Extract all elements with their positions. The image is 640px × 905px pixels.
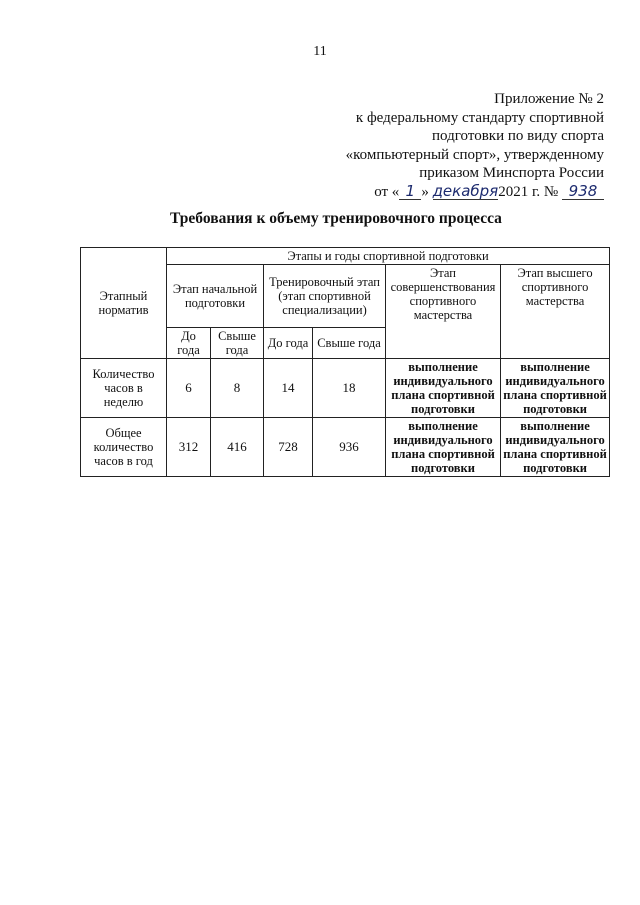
appendix-line-order: приказом Минспорта России — [419, 165, 604, 181]
date-month: декабря — [432, 181, 499, 200]
header-stage-improvement: Этап совершенствования спортивного мастерства — [386, 265, 501, 359]
appendix-title: Приложение № 2 — [494, 91, 604, 107]
appendix-line-standard: к федеральному стандарту спортивной — [355, 109, 604, 126]
cell-initial-until: 312 — [167, 418, 211, 477]
date-year: 2021 г. № — [498, 183, 559, 200]
header-initial-until-year: До года — [167, 328, 211, 359]
table-row — [81, 359, 610, 418]
header-stages: Этапы и годы спортивной подготовки — [167, 248, 610, 265]
cell-improvement: выполнение индивидуального плана спортивной подготовки — [386, 359, 501, 418]
appendix-date-line — [304, 183, 604, 202]
row-label: Количество часов в неделю — [81, 359, 167, 418]
header-stage-training: Тренировочный этап (этап спортивной специализации) — [264, 265, 386, 328]
order-number: 938 — [562, 184, 604, 200]
row-label: Общее количество часов в год — [81, 418, 167, 477]
cell-training-until: 14 — [264, 359, 313, 418]
cell-higher: выполнение индивидуального плана спортивной подготовки — [501, 359, 610, 418]
table-row — [81, 418, 610, 477]
table-header-row-stages — [81, 248, 610, 265]
header-stage-higher: Этап высшего спортивного мастерства — [501, 265, 610, 359]
header-training-until-year: До года — [264, 328, 313, 359]
cell-improvement: выполнение индивидуального плана спортивной подготовки — [386, 418, 501, 477]
cell-higher: выполнение индивидуального плана спортивной подготовки — [501, 418, 610, 477]
appendix-line-approved: «компьютерный спорт», утвержденному — [345, 146, 604, 163]
cell-training-over: 936 — [313, 418, 386, 477]
cell-initial-until: 6 — [167, 359, 211, 418]
header-training-over-year: Свыше года — [313, 328, 386, 359]
cell-initial-over: 416 — [211, 418, 264, 477]
requirements-table — [80, 247, 610, 477]
cell-training-until: 728 — [264, 418, 313, 477]
appendix-header — [304, 90, 604, 201]
header-stage-initial: Этап начальной подготовки — [167, 265, 264, 328]
date-prefix: от « — [374, 183, 400, 200]
date-day: 1 — [399, 184, 421, 200]
document-title: Требования к объему тренировочного процесса — [170, 210, 502, 227]
header-normative: Этапный норматив — [81, 248, 167, 359]
page-number: 11 — [313, 44, 327, 59]
appendix-line-sport: подготовки по виду спорта — [432, 128, 604, 144]
header-initial-over-year: Свыше года — [211, 328, 264, 359]
cell-training-over: 18 — [313, 359, 386, 418]
cell-initial-over: 8 — [211, 359, 264, 418]
date-mid: » — [421, 183, 429, 200]
